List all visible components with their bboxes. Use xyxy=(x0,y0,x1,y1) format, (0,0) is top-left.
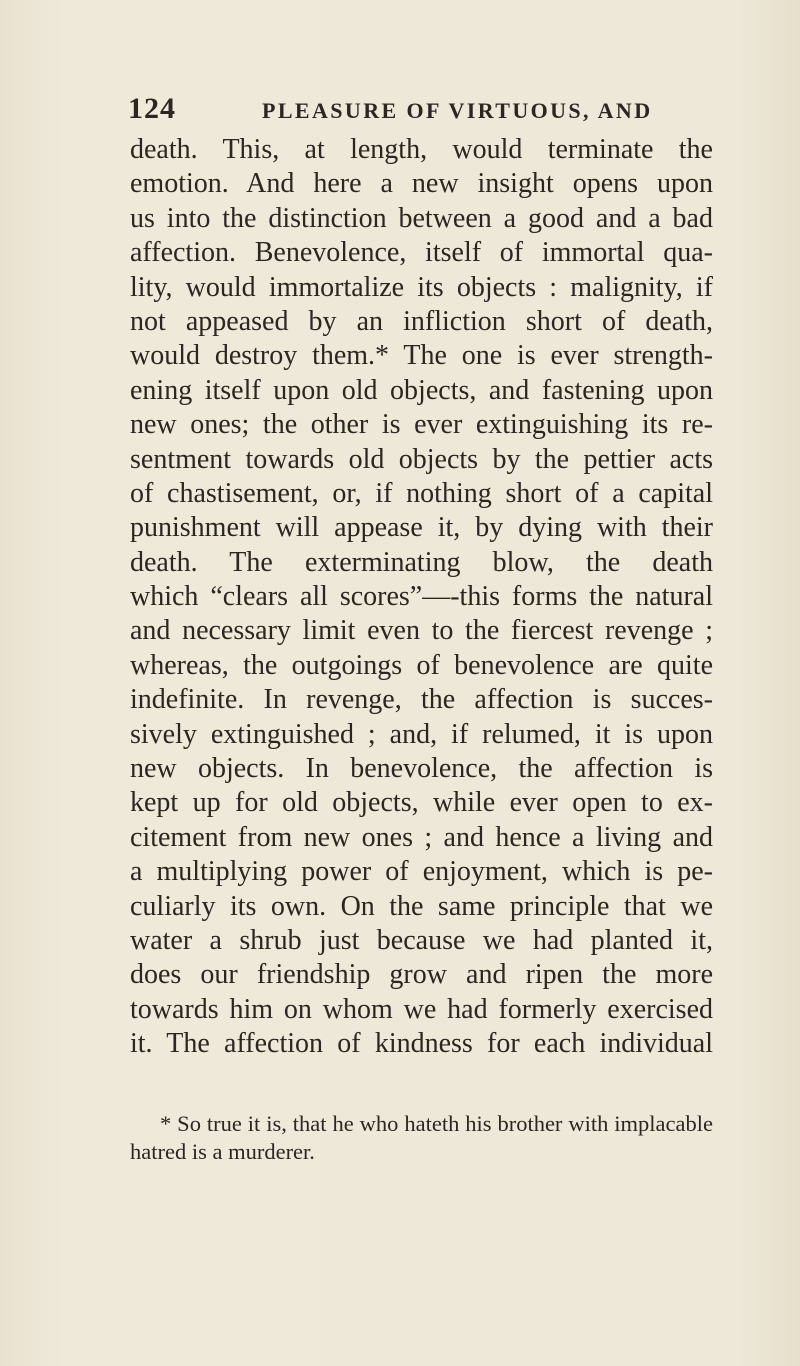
text-line: ening itself upon old objects, and fastening upon xyxy=(130,374,713,406)
footnote-line: hatred is a murderer. xyxy=(130,1139,315,1164)
text-line: sively extinguished ; and, if relumed, it is upon xyxy=(130,718,713,750)
text-line: new objects. In benevolence, the affection is xyxy=(130,753,713,785)
text-line: sentment towards old objects by the pettier acts xyxy=(130,443,713,475)
text-line: affection. Benevolence, itself of immortal qua- xyxy=(130,237,713,269)
text-line: indefinite. In revenge, the affection is succes- xyxy=(130,684,713,716)
text-line: citement from new ones ; and hence a living and xyxy=(130,821,713,853)
text-line: which “clears all scores”—-this forms the natural xyxy=(130,581,713,613)
footnote-line: * So true it is, that he who hateth his brother with implacable xyxy=(160,1111,713,1136)
text-line: and necessary limit even to the fiercest revenge ; xyxy=(130,615,713,647)
running-head xyxy=(128,92,728,132)
text-line: death. The exterminating blow, the death xyxy=(130,546,713,578)
running-title: PLEASURE OF VIRTUOUS, AND xyxy=(262,98,653,123)
text-line: does our friendship grow and ripen the more xyxy=(130,959,713,991)
body-text xyxy=(130,133,713,1062)
text-line: new ones; the other is ever extinguishing its re- xyxy=(130,409,713,441)
text-line: not appeased by an infliction short of death, xyxy=(130,305,713,337)
text-line: kept up for old objects, while ever open to ex- xyxy=(130,787,713,819)
text-line: punishment will appease it, by dying with their xyxy=(130,512,713,544)
text-line: culiarly its own. On the same principle that we xyxy=(130,890,713,922)
text-line: a multiplying power of enjoyment, which is pe- xyxy=(130,856,713,888)
text-line: water a shrub just because we had planted it, xyxy=(130,924,713,956)
text-line: towards him on whom we had formerly exercised xyxy=(130,993,713,1025)
text-line: would destroy them.* The one is ever strength- xyxy=(130,340,713,372)
text-line: us into the distinction between a good and a bad xyxy=(130,202,713,234)
text-line: whereas, the outgoings of benevolence are quite xyxy=(130,649,713,681)
text-line: of chastisement, or, if nothing short of a capital xyxy=(130,477,713,509)
text-line: it. The affection of kindness for each individual xyxy=(130,1028,713,1060)
footnote xyxy=(130,1110,713,1166)
page-number: 124 xyxy=(128,92,176,125)
text-line: lity, would immortalize its objects : malignity, if xyxy=(130,271,713,303)
text-line: emotion. And here a new insight opens upon xyxy=(130,168,713,200)
text-line: death. This, at length, would terminate the xyxy=(130,134,713,165)
